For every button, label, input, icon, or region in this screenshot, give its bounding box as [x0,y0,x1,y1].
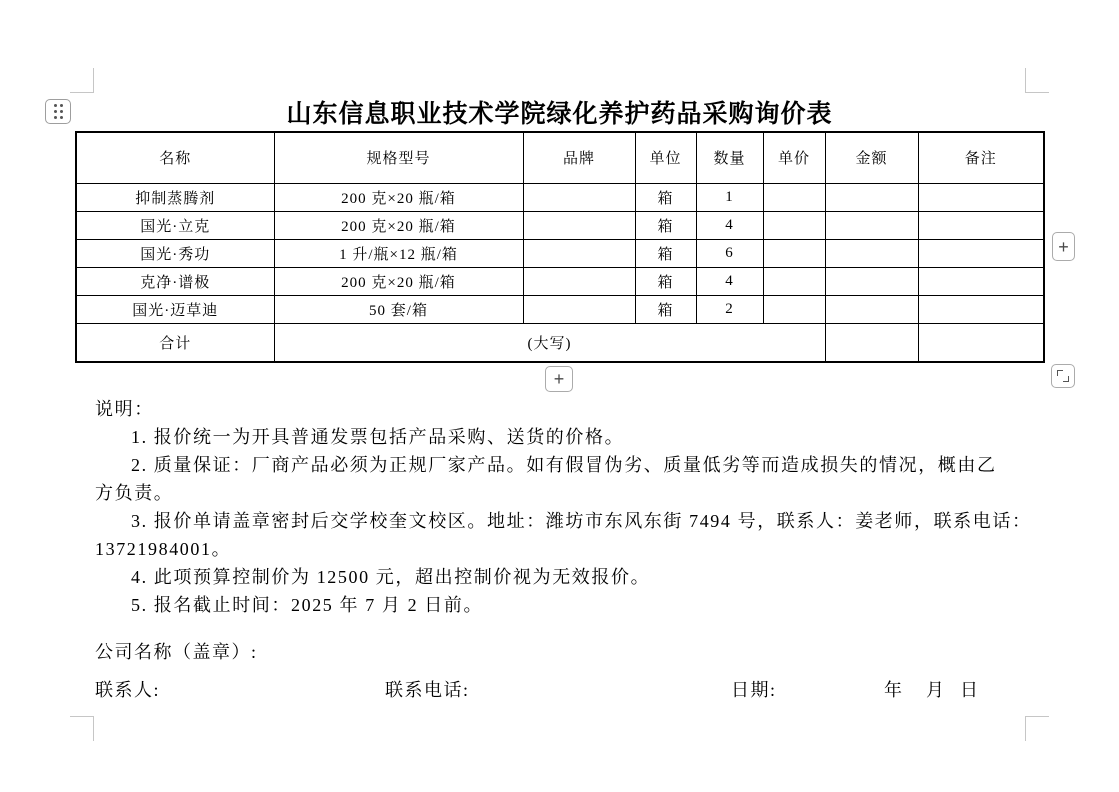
cell-note[interactable] [918,267,1044,295]
plus-icon: + [1058,236,1069,257]
cell-qty[interactable]: 1 [696,183,763,211]
cell-note[interactable] [918,239,1044,267]
cell-amount[interactable] [825,295,918,323]
column-header-name[interactable]: 名称 [76,132,274,183]
cell-name[interactable]: 国光·立克 [76,211,274,239]
cell-name[interactable]: 抑制蒸腾剂 [76,183,274,211]
cell-amount[interactable] [825,239,918,267]
margin-cropmark-top-right [1025,68,1049,93]
year-label: 年 [884,680,904,700]
cell-price[interactable] [763,295,825,323]
table-row [76,211,1044,239]
cell-brand[interactable] [523,239,635,267]
note-line-2b: 方负责。 [95,483,174,503]
cell-note[interactable] [918,183,1044,211]
cell-amount[interactable] [825,183,918,211]
note-line-2: 2. 质量保证：厂商产品必须为正规厂家产品。如有假冒伪劣、质量低劣等而造成损失的情况，概由乙 [131,455,997,475]
cell-price[interactable] [763,183,825,211]
cell-qty[interactable]: 4 [696,267,763,295]
total-label-cell[interactable]: 合计 [76,323,274,362]
column-header-qty[interactable]: 数量 [696,132,763,183]
table-resize-button[interactable] [1051,364,1075,388]
margin-cropmark-bottom-right [1025,716,1049,741]
day-label: 日 [960,680,980,700]
resize-corner-icon [1063,376,1069,382]
company-name-label: 公司名称（盖章）: [95,642,258,662]
insert-row-button[interactable] [545,366,573,392]
column-header-unit[interactable]: 单位 [635,132,696,183]
cell-price[interactable] [763,211,825,239]
phone-label: 联系电话: [385,680,470,700]
note-line-1: 1. 报价统一为开具普通发票包括产品采购、送货的价格。 [131,427,625,447]
cell-brand[interactable] [523,211,635,239]
procurement-table [75,131,1045,363]
cell-unit[interactable]: 箱 [635,295,696,323]
page-title: 山东信息职业技术学院绿化养护药品采购询价表 [286,100,833,128]
cell-unit[interactable]: 箱 [635,239,696,267]
cell-name[interactable]: 国光·迈草迪 [76,295,274,323]
total-caps-cell[interactable]: (大写) [274,323,825,362]
table-row [76,295,1044,323]
table-row [76,267,1044,295]
cell-spec[interactable]: 200 克×20 瓶/箱 [274,183,523,211]
total-amount-cell[interactable] [825,323,918,362]
cell-unit[interactable]: 箱 [635,211,696,239]
insert-column-button[interactable] [1052,232,1075,261]
cell-spec[interactable]: 200 克×20 瓶/箱 [274,267,523,295]
signature-row [95,676,1035,704]
date-label: 日期: [731,680,777,700]
cell-qty[interactable]: 2 [696,295,763,323]
cell-amount[interactable] [825,211,918,239]
cell-brand[interactable] [523,183,635,211]
cell-note[interactable] [918,211,1044,239]
table-row [76,183,1044,211]
cell-unit[interactable]: 箱 [635,267,696,295]
column-header-spec[interactable]: 规格型号 [274,132,523,183]
cell-note[interactable] [918,295,1044,323]
table-total-row [76,323,1044,362]
total-note-cell[interactable] [918,323,1044,362]
cell-qty[interactable]: 4 [696,211,763,239]
cell-amount[interactable] [825,267,918,295]
column-header-brand[interactable]: 品牌 [523,132,635,183]
table-header-row [76,132,1044,183]
note-line-3b: 13721984001。 [95,539,232,559]
column-header-amount[interactable]: 金额 [825,132,918,183]
contact-label: 联系人: [95,680,161,700]
plus-icon: + [553,369,565,389]
cell-price[interactable] [763,239,825,267]
note-line-4: 4. 此项预算控制价为 12500 元，超出控制价视为无效报价。 [131,567,651,587]
notes-section [95,395,1035,619]
cell-spec[interactable]: 50 套/箱 [274,295,523,323]
cell-price[interactable] [763,267,825,295]
month-label: 月 [926,680,946,700]
margin-cropmark-top-left [70,68,94,93]
cell-brand[interactable] [523,267,635,295]
cell-name[interactable]: 克净·谱极 [76,267,274,295]
note-line-3: 3. 报价单请盖章密封后交学校奎文校区。地址：潍坊市东风东街 7494 号，联系人：姜老师，联系电话： [131,511,1032,531]
cell-qty[interactable]: 6 [696,239,763,267]
cell-name[interactable]: 国光·秀功 [76,239,274,267]
table-row [76,239,1044,267]
cell-unit[interactable]: 箱 [635,183,696,211]
column-header-price[interactable]: 单价 [763,132,825,183]
margin-cropmark-bottom-left [70,716,94,741]
cell-spec[interactable]: 200 克×20 瓶/箱 [274,211,523,239]
notes-heading: 说明： [95,399,154,419]
cell-brand[interactable] [523,295,635,323]
cell-spec[interactable]: 1 升/瓶×12 瓶/箱 [274,239,523,267]
column-header-note[interactable]: 备注 [918,132,1044,183]
note-line-5: 5. 报名截止时间：2025 年 7 月 2 日前。 [131,595,484,615]
